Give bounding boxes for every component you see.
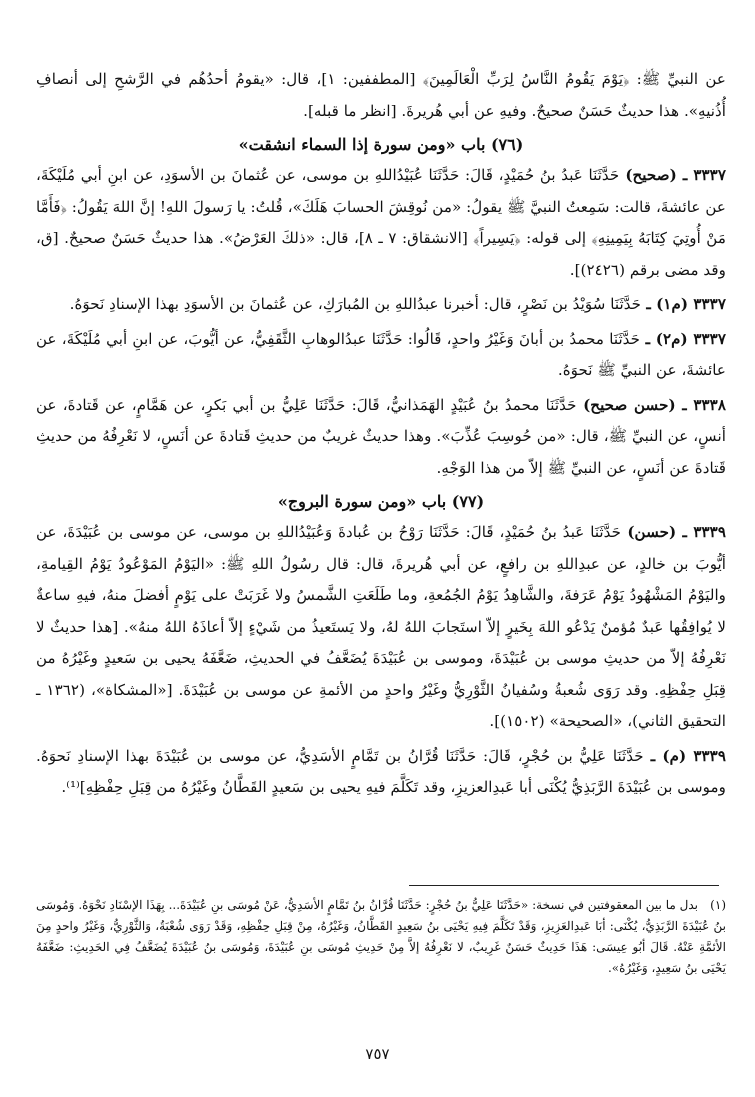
hadith-number: ٣٣٣٩ (م) ـ — [643, 746, 726, 765]
hadith-number: ٣٣٣٧ ـ (صحيح) — [619, 166, 726, 184]
hadith-number: ٣٣٣٧ (م٢) ـ — [640, 329, 726, 348]
hadith-3339-m: ٣٣٣٩ (م) ـ حَدَّثَنَا عَلِيُّ بن حُجْرٍ، قَالَ: حَدَّثَنَا قُرَّانُ بن تَمَّامٍ الأسَدِيُّ، عن موسى بن عُبَيْدَةَ بهذا الإسنادِ نَحوَهُ. وموسى بن عُبَيْدَةَ الرَّبَذِيُّ يُكْنَى أبا عَبدِالعزيزِ، وقد تَكَلَّمَ فيهِ يحيى بن سَعيدٍ القَطَّانُ وغَيْرُهُ من قِبَلِ حِفْظِهِ]⁽¹⁾. — [36, 746, 726, 796]
footnote-number: (١) — [710, 898, 726, 912]
footnote-divider — [409, 885, 719, 886]
hadith-3337-m2: ٣٣٣٧ (م٢) ـ حَدَّثَنَا محمدُ بن أبانَ وَغَيْرُ واحدٍ، قَالُوا: حَدَّثَنَا عبدُالوهابِ الثَّقَفِيُّ، عن أيُّوبَ، عن ابنِ أبي مُلَيْكَةَ، عن عائشةَ، عن النبيِّ ﷺ نَحوَهُ. — [36, 329, 726, 379]
hadith-number: ٣٣٣٨ ـ (حسن صحيح) — [576, 395, 726, 414]
hadith-3339: ٣٣٣٩ ـ (حسن) حَدَّثَنَا عَبدُ بنُ حُمَيْدٍ، قَالَ: حَدَّثَنَا رَوْحُ بن عُبادةَ وَعُبَيْدُاللهِ بن موسى، عن موسى بن عُبَيْدَةَ، عن أيُّوبَ بن خالدٍ، عن عبدِاللهِ بن رافعٍ، عن أبي هُريرةَ، قال: قال رسُولُ اللهِ ﷺ: «اليَوْمُ المَوْعُودُ يَوْمُ القِيامةِ، واليَوْمُ المَشْهُودُ يَوْمُ عَرَفةَ، والشَّاهِدُ يَوْمُ الجُمُعةِ، وما طَلَعَتِ الشَّمسُ ولا غَرَبَتْ على يَوْمٍ أفضلَ منهُ، فيهِ ساعةٌ لا يُوافِقُها عَبدٌ مُؤمنٌ يَدْعُو اللهَ بِخَيرٍ إلاّ استَجابَ اللهُ لهُ، ولا يَستَعيذُ من شَيْءٍ إلاّ أعاذَهُ اللهُ منهُ». [هذا حديثٌ لا نَعْرِفُهُ إلاّ من حديثِ موسى بن عُبَيْدَةَ، وموسى بن عُبَيْدَةَ يُضَعَّفُ في الحديثِ، ضَعَّفَهُ يحيى بن سَعيدٍ وغَيْرُهُ من قِبَلِ حِفْظِهِ. وقد رَوَى شُعبةُ وسُفيانُ الثَّوْرِيُّ وغَيْرُ واحدٍ من الأئمةِ عن موسى بن عُبَيْدَةَ. [«المشكاة»، (١٣٦٢ ـ التحقيق الثاني)، «الصحيحة» (١٥٠٢)]. — [36, 523, 726, 730]
footnote-text: بدل ما بين المعقوفتين في نسخة: «حَدَّثَنَا عَلِيُّ بنُ حُجْرٍ: حَدَّثَنَا قُرَّانُ بنُ تَمَّامٍ الأسَدِيُّ، عَنْ مُوسَى بنِ عُبَيْدَةَ... بِهَذَا الإسْنَادِ نَحْوَهُ. وَمُوسَى بنُ عُبَيْدَةَ الرَّبَذِيُّ، يُكْنَى: أبَا عَبدِالعَزِيزِ، وَقَدْ تَكَلَّمَ فِيهِ يَحْيَى بنُ سَعِيدٍ القَطَّانُ، وَغَيْرُهُ، مِنْ قِبَلِ حِفْظِهِ، وَقَدْ رَوَى شُعْبَةُ، وَالثَّوْرِيُّ، وَغَيْرُ واحدٍ مِنَ الأئمَّةِ عَنْهُ. قَالَ أبُو عِيسَى: هَذَا حَدِيثٌ حَسَنٌ غَرِيبٌ، لا نَعْرِفُهُ إلاَّ مِنْ حَدِيثِ مُوسَى بنِ عُبَيْدَةَ، وَمُوسَى بنُ عُبَيْدَةَ يُضَعَّفُ فِي الحَدِيثِ: ضَعَّفَهُ يَحْيَى بنُ سَعِيدٍ، وَغَيْرُهُ». — [36, 898, 726, 975]
section-heading-77: (٧٧) باب «ومن سورة البروج» — [277, 492, 485, 511]
footnote-1 — [36, 895, 726, 979]
page-number: ٧٥٧ — [365, 1045, 390, 1063]
section-heading-76: (٧٦) باب «ومن سورة إذا السماء انشقت» — [238, 135, 524, 154]
hadith-3338: ٣٣٣٨ ـ (حسن صحيح) حَدَّثَنَا محمدُ بنُ عُبَيْدٍ الهَمَذانيُّ، قَالَ: حَدَّثَنَا عَلِيُّ بن أبي بَكرٍ، عن هَمَّامٍ، عن قَتادةَ، عن أنسٍ، عن النبيِّ ﷺ، قال: «من حُوسِبَ عُذِّبَ». وهذا حديثٌ غريبٌ من حديثِ قَتادةَ عن أنَسٍ، لا نَعْرِفُهُ من حديثِ قَتادةَ عن أنَسٍ، عن النبيِّ ﷺ إلاّ من هذا الوَجْهِ. — [36, 395, 726, 477]
hadith-3337-m1: ٣٣٣٧ (م١) ـ حَدَّثَنَا سُوَيْدُ بن نَصْرٍ، قال: أخبرنا عبدُاللهِ بن المُبارَكِ، عن عُثمانَ بن الأسوَدِ بهذا الإسنادِ نَحوَهُ. — [69, 295, 726, 313]
hadith-3337: ٣٣٣٧ ـ (صحيح) حَدَّثَنَا عَبدُ بنُ حُمَيْدٍ، قَالَ: حَدَّثَنَا عُبَيْدُاللهِ بن موسى، عن عُثمانَ بن الأسوَدِ، عن ابنِ أبي مُلَيْكَةَ، عن عائشةَ، قالت: سَمِعتُ النبيَّ ﷺ يقولُ: «من نُوقِشَ الحسابَ هَلَكَ»، قُلتُ: يا رَسولَ اللهِ! إنَّ اللهَ يَقُولُ: ﴿فَأَمَّا مَنْ أُوتِيَ كِتَابَهُ بِيَمِينِهِ﴾ إلى قوله: ﴿يَسِيراً﴾ [الانشقاق: ٧ ـ ٨]، قال: «ذلكَ العَرْضُ». هذا حديثٌ حَسَنٌ صحيحٌ. [ق، وقد مضى برقم (٢٤٢٦)]. — [36, 166, 726, 279]
paragraph-0: عن النبيِّ ﷺ: ﴿يَوْمَ يَقُومُ النَّاسُ لِرَبِّ الْعَالَمِينَ﴾ [المطففين: ١]، قال: «يقومُ أحدُهُم في الرَّشحِ إلى أنصافِ أُذُنيهِ». هذا حديثٌ حَسَنٌ صحيحٌ. وفيهِ عن أبي هُريرةَ. [انظر ما قبله]. — [36, 70, 726, 120]
hadith-number: ٣٣٣٧ (م١) ـ — [641, 295, 726, 313]
page-body — [36, 64, 726, 804]
hadith-number: ٣٣٣٩ ـ (حسن) — [621, 523, 726, 541]
footnotes — [36, 895, 726, 979]
